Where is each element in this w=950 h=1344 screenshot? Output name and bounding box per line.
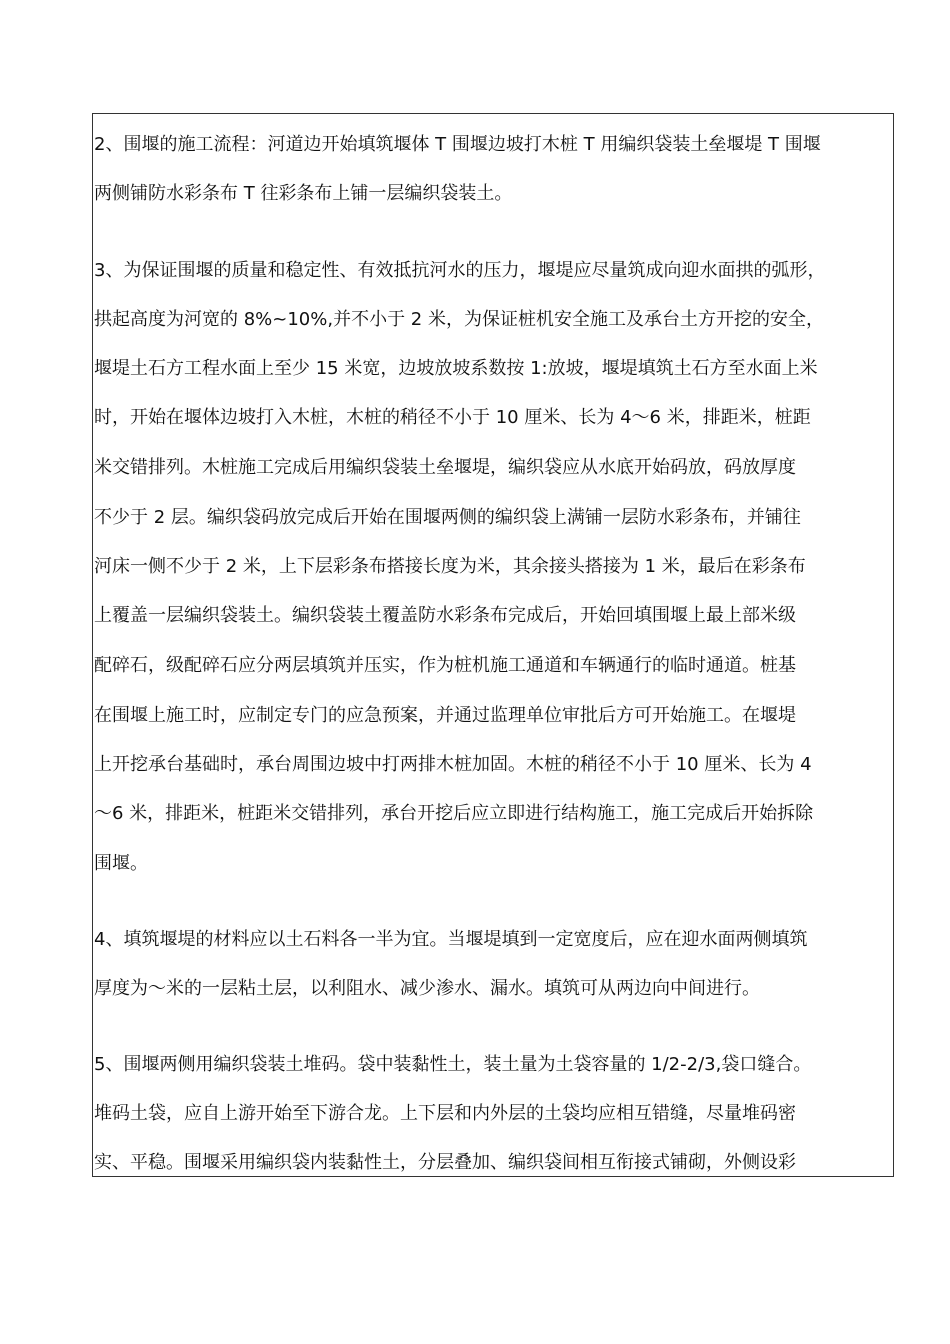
text-line: 围堰。 (94, 853, 148, 874)
text-line: 时，开始在堰体边坡打入木桩，木桩的稍径不小于 10 厘米、长为 4〜6 米，排距米，桩距 (94, 407, 811, 428)
text-line: 实、平稳。围堰采用编织袋内装黏性土，分层叠加、编织袋间相互衔接式铺砌，外侧设彩 (94, 1152, 796, 1173)
text-line: 配碎石，级配碎石应分两层填筑并压实，作为桩机施工通道和车辆通行的临时通道。桩基 (94, 655, 796, 676)
text-line: 上覆盖一层编织袋装土。编织袋装土覆盖防水彩条布完成后，开始回填围堰上最上部米级 (94, 605, 796, 626)
text-line: 5、围堰两侧用编织袋装土堆码。袋中装黏性土，装土量为土袋容量的 1/2-2/3,袋口缝合。 (94, 1054, 812, 1075)
text-line: 2、围堰的施工流程：河道边开始填筑堰体 T 围堰边坡打木桩 T 用编织袋装土垒堰堤 T 围堰 (94, 134, 821, 155)
text-line: 在围堰上施工时，应制定专门的应急预案，并通过监理单位审批后方可开始施工。在堰堤 (94, 705, 796, 726)
text-line: 4、填筑堰堤的材料应以土石料各一半为宜。当堰堤填到一定宽度后，应在迎水面两侧填筑 (94, 929, 808, 950)
text-line: 米交错排列。木桩施工完成后用编织袋装土垒堰堤，编织袋应从水底开始码放，码放厚度 (94, 457, 796, 478)
text-line: 〜6 米，排距米，桩距米交错排列，承台开挖后应立即进行结构施工，施工完成后开始拆除 (94, 803, 814, 824)
text-line: 3、为保证围堰的质量和稳定性、有效抵抗河水的压力，堰堤应尽量筑成向迎水面拱的弧形， (94, 260, 826, 281)
text-line: 两侧铺防水彩条布 T 往彩条布上铺一层编织袋装土。 (94, 183, 513, 204)
text-line: 拱起高度为河宽的 8%~10%,并不小于 2 米，为保证桩机安全施工及承台土方开挖的安全， (94, 309, 824, 330)
text-line: 河床一侧不少于 2 米，上下层彩条布搭接长度为米，其余接头搭接为 1 米，最后在彩条布 (94, 556, 806, 577)
text-line: 不少于 2 层。编织袋码放完成后开始在围堰两侧的编织袋上满铺一层防水彩条布，并铺往 (94, 507, 801, 528)
text-line: 堰堤土石方工程水面上至少 15 米宽，边坡放坡系数按 1:放坡，堰堤填筑土石方至水面上米 (94, 358, 818, 379)
text-line: 上开挖承台基础时，承台周围边坡中打两排木桩加固。木桩的稍径不小于 10 厘米、长为 4 (94, 754, 812, 775)
text-line: 厚度为〜米的一层粘土层，以利阻水、减少渗水、漏水。填筑可从两边向中间进行。 (94, 978, 760, 999)
text-line: 堆码土袋，应自上游开始至下游合龙。上下层和内外层的土袋均应相互错缝，尽量堆码密 (94, 1103, 796, 1124)
